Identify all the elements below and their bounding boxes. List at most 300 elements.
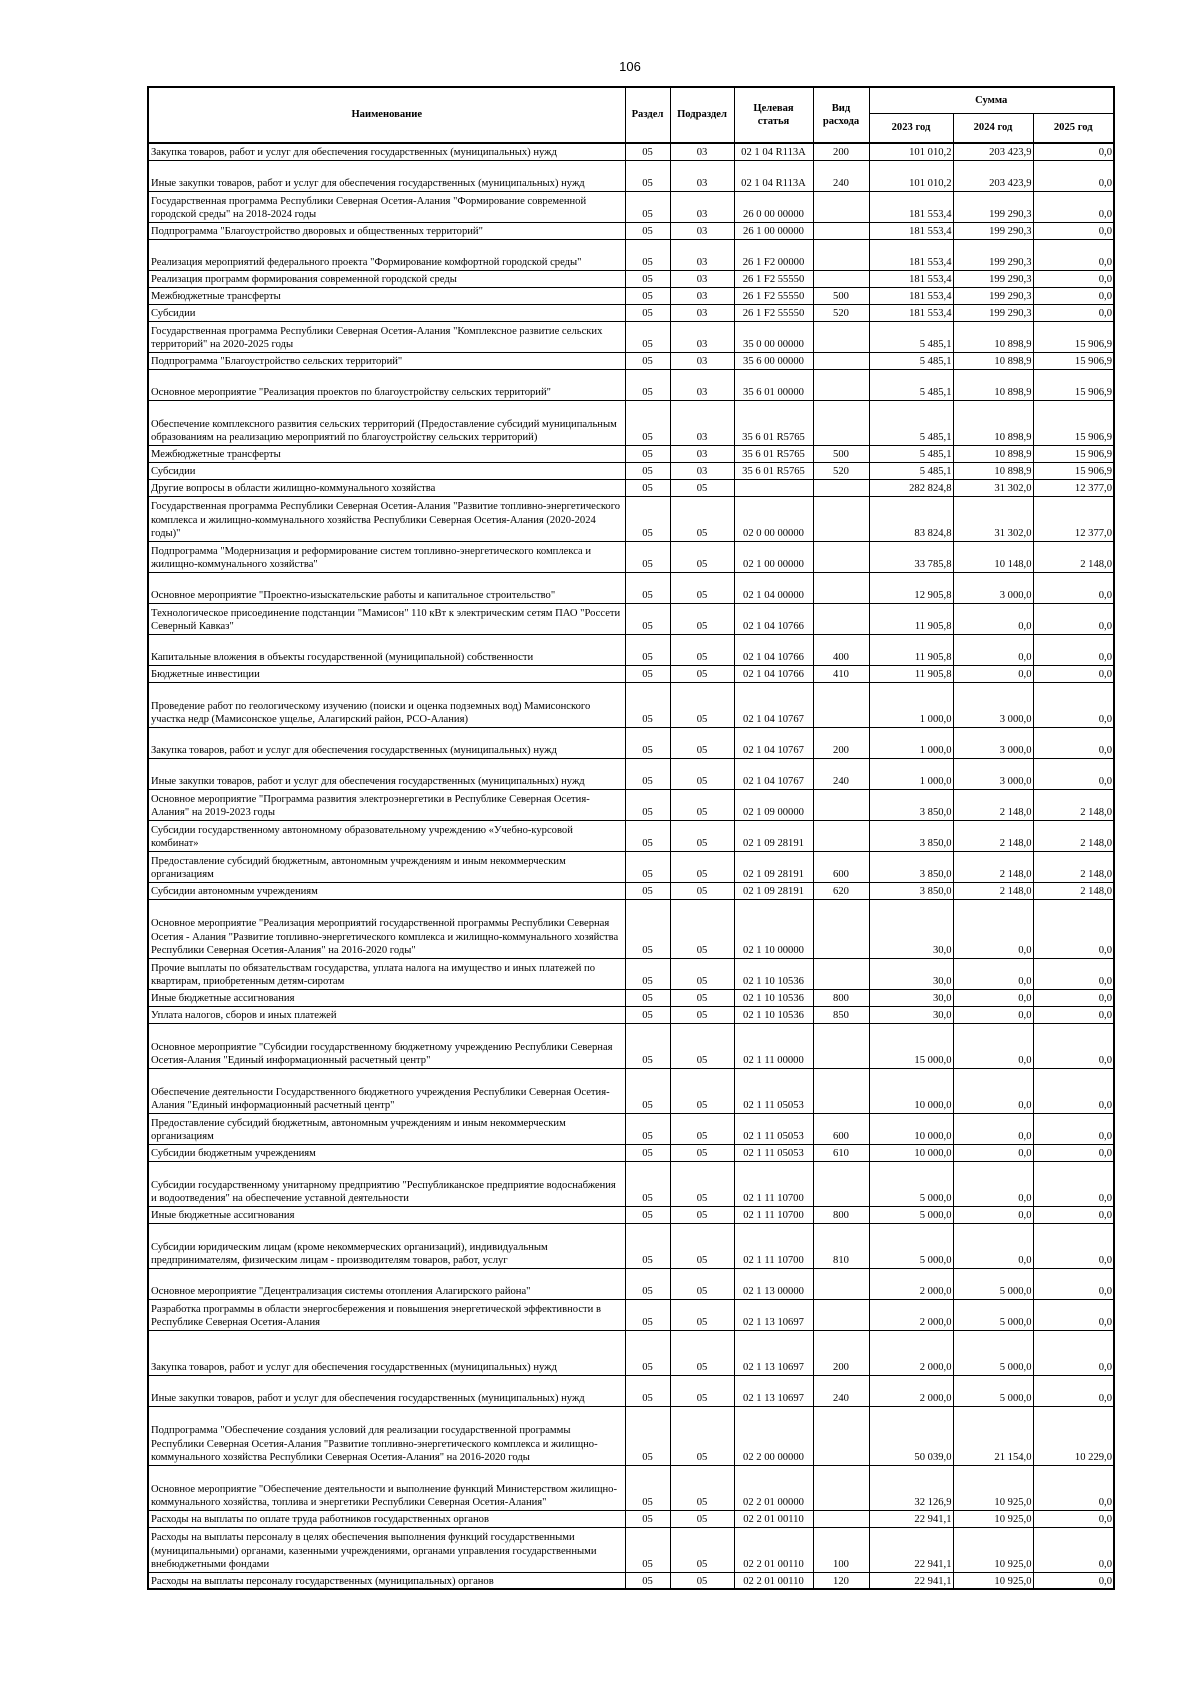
row-sum-2025: 0,0 [1033,239,1114,270]
row-sum-2024: 3 000,0 [953,727,1033,758]
row-sum-2025: 15 906,9 [1033,462,1114,479]
row-podrazdel: 05 [670,1006,734,1023]
row-name: Расходы на выплаты по оплате труда работников государственных органов [148,1510,625,1527]
row-sum-2024: 10 925,0 [953,1510,1033,1527]
row-name: Субсидии государственному автономному образовательному учреждению «Учебно-курсовой комбинат» [148,820,625,851]
row-name: Подпрограмма "Благоустройство дворовых и общественных территорий" [148,222,625,239]
row-expense-type [813,222,869,239]
row-podrazdel: 05 [670,882,734,899]
row-podrazdel: 05 [670,572,734,603]
row-sum-2025: 10 229,0 [1033,1406,1114,1465]
row-expense-type: 810 [813,1223,869,1268]
header-year-2023: 2023 год [869,113,953,143]
table-row [148,1268,1114,1299]
row-sum-2025: 0,0 [1033,665,1114,682]
row-razdel: 05 [625,572,670,603]
row-sum-2025: 0,0 [1033,1268,1114,1299]
row-sum-2025: 0,0 [1033,1375,1114,1406]
row-target-article: 26 1 F2 55550 [734,270,813,287]
row-sum-2023: 5 485,1 [869,445,953,462]
row-sum-2024: 10 898,9 [953,352,1033,369]
row-razdel: 05 [625,1465,670,1510]
row-name: Предоставление субсидий бюджетным, автономным учреждениям и иным некоммерческим организациям [148,1113,625,1144]
header-razdel: Раздел [625,87,670,143]
row-razdel: 05 [625,882,670,899]
row-expense-type [813,239,869,270]
row-target-article: 02 2 01 00000 [734,1465,813,1510]
row-target-article: 02 1 11 00000 [734,1023,813,1068]
row-name: Субсидии [148,462,625,479]
table-row [148,1572,1114,1589]
row-podrazdel: 03 [670,462,734,479]
row-name: Субсидии автономным учреждениям [148,882,625,899]
row-podrazdel: 03 [670,160,734,191]
row-razdel: 05 [625,160,670,191]
row-target-article: 02 1 04 10766 [734,603,813,634]
row-sum-2023: 5 485,1 [869,400,953,445]
row-sum-2025: 0,0 [1033,1023,1114,1068]
row-sum-2025: 2 148,0 [1033,541,1114,572]
row-sum-2024: 0,0 [953,1023,1033,1068]
row-razdel: 05 [625,1144,670,1161]
row-razdel: 05 [625,899,670,958]
table-body [148,143,1114,1589]
row-razdel: 05 [625,304,670,321]
row-sum-2025: 0,0 [1033,958,1114,989]
row-sum-2023: 10 000,0 [869,1113,953,1144]
row-target-article: 35 6 01 R5765 [734,462,813,479]
row-sum-2024: 199 290,3 [953,191,1033,222]
row-sum-2023: 1 000,0 [869,758,953,789]
table-row [148,1330,1114,1375]
row-razdel: 05 [625,851,670,882]
row-target-article: 02 1 11 10700 [734,1161,813,1206]
row-sum-2023: 11 905,8 [869,603,953,634]
row-podrazdel: 05 [670,851,734,882]
row-sum-2023: 2 000,0 [869,1268,953,1299]
row-podrazdel: 03 [670,239,734,270]
row-target-article: 02 1 09 28191 [734,882,813,899]
row-podrazdel: 03 [670,304,734,321]
row-podrazdel: 05 [670,1299,734,1330]
row-target-article: 02 1 09 00000 [734,789,813,820]
row-expense-type: 800 [813,1206,869,1223]
row-name: Иные закупки товаров, работ и услуг для обеспечения государственных (муниципальных) нужд [148,758,625,789]
table-row [148,1375,1114,1406]
row-name: Основное мероприятие "Реализация мероприятий государственной программы Республики Северная Осетия - Алания "Развитие топливно-энергетического комплекса и жилищно-коммунального хозяйства Республики Северная Осетия-Алания" на 2016-2020 годы" [148,899,625,958]
row-razdel: 05 [625,665,670,682]
row-expense-type: 520 [813,304,869,321]
row-expense-type: 120 [813,1572,869,1589]
row-sum-2025: 0,0 [1033,287,1114,304]
row-sum-2025: 0,0 [1033,1299,1114,1330]
row-name: Расходы на выплаты персоналу государственных (муниципальных) органов [148,1572,625,1589]
row-podrazdel: 05 [670,989,734,1006]
row-sum-2023: 5 485,1 [869,369,953,400]
row-sum-2025: 0,0 [1033,191,1114,222]
row-name: Уплата налогов, сборов и иных платежей [148,1006,625,1023]
table-row [148,899,1114,958]
row-sum-2023: 5 485,1 [869,462,953,479]
row-sum-2025: 0,0 [1033,1006,1114,1023]
row-sum-2025: 15 906,9 [1033,352,1114,369]
row-name: Основное мероприятие "Субсидии государственному бюджетному учреждению Республики Северная Осетия-Алания "Единый информационный расчетный центр" [148,1023,625,1068]
row-sum-2023: 5 000,0 [869,1206,953,1223]
row-podrazdel: 05 [670,634,734,665]
row-sum-2025: 0,0 [1033,758,1114,789]
row-razdel: 05 [625,1375,670,1406]
row-sum-2023: 15 000,0 [869,1023,953,1068]
row-sum-2023: 2 000,0 [869,1330,953,1375]
row-sum-2024: 31 302,0 [953,496,1033,541]
table-row [148,758,1114,789]
row-target-article: 02 1 13 00000 [734,1268,813,1299]
row-sum-2024: 5 000,0 [953,1299,1033,1330]
row-sum-2024: 203 423,9 [953,160,1033,191]
row-name: Государственная программа Республики Северная Осетия-Алания "Развитие топливно-энергетического комплекса и жилищно-коммунального хозяйства Республики Северная Осетия-Алания (2020-2024 годы)" [148,496,625,541]
row-sum-2024: 10 925,0 [953,1465,1033,1510]
row-sum-2023: 1 000,0 [869,727,953,758]
row-podrazdel: 05 [670,1510,734,1527]
row-sum-2023: 282 824,8 [869,479,953,496]
row-razdel: 05 [625,727,670,758]
row-podrazdel: 05 [670,1527,734,1572]
row-sum-2023: 5 485,1 [869,352,953,369]
row-razdel: 05 [625,789,670,820]
row-sum-2024: 5 000,0 [953,1268,1033,1299]
row-expense-type: 240 [813,1375,869,1406]
table-row [148,1299,1114,1330]
row-sum-2023: 181 553,4 [869,191,953,222]
row-podrazdel: 05 [670,899,734,958]
row-target-article: 02 2 01 00110 [734,1527,813,1572]
row-expense-type: 600 [813,1113,869,1144]
row-target-article: 02 2 01 00110 [734,1510,813,1527]
row-name: Реализация мероприятий федерального проекта "Формирование комфортной городской среды" [148,239,625,270]
row-sum-2024: 2 148,0 [953,789,1033,820]
row-name: Бюджетные инвестиции [148,665,625,682]
row-name: Прочие выплаты по обязательствам государства, уплата налога на имущество и иных платежей по квартирам, приобретенным детям-сиротам [148,958,625,989]
row-sum-2024: 203 423,9 [953,143,1033,160]
page-number: 106 [619,59,641,74]
row-expense-type: 850 [813,1006,869,1023]
row-razdel: 05 [625,682,670,727]
row-podrazdel: 05 [670,603,734,634]
row-podrazdel: 05 [670,1144,734,1161]
row-podrazdel: 03 [670,352,734,369]
row-sum-2023: 10 000,0 [869,1068,953,1113]
row-sum-2025: 0,0 [1033,1510,1114,1527]
row-sum-2025: 15 906,9 [1033,400,1114,445]
row-sum-2023: 30,0 [869,899,953,958]
row-podrazdel: 05 [670,1572,734,1589]
row-sum-2024: 0,0 [953,1161,1033,1206]
row-podrazdel: 03 [670,400,734,445]
row-target-article: 02 1 11 10700 [734,1206,813,1223]
row-razdel: 05 [625,1113,670,1144]
row-sum-2023: 22 941,1 [869,1510,953,1527]
row-podrazdel: 05 [670,479,734,496]
table-row [148,496,1114,541]
row-razdel: 05 [625,989,670,1006]
row-razdel: 05 [625,1068,670,1113]
row-sum-2023: 2 000,0 [869,1375,953,1406]
row-expense-type [813,789,869,820]
row-sum-2023: 3 850,0 [869,882,953,899]
row-podrazdel: 05 [670,1375,734,1406]
row-target-article: 02 1 11 10700 [734,1223,813,1268]
table-row [148,958,1114,989]
row-podrazdel: 05 [670,789,734,820]
row-sum-2024: 10 925,0 [953,1572,1033,1589]
row-sum-2025: 2 148,0 [1033,851,1114,882]
row-sum-2025: 2 148,0 [1033,789,1114,820]
row-sum-2023: 2 000,0 [869,1299,953,1330]
row-sum-2024: 31 302,0 [953,479,1033,496]
row-sum-2025: 0,0 [1033,989,1114,1006]
row-razdel: 05 [625,1572,670,1589]
row-expense-type [813,899,869,958]
row-razdel: 05 [625,1161,670,1206]
row-expense-type: 200 [813,143,869,160]
row-podrazdel: 05 [670,1465,734,1510]
row-sum-2023: 101 010,2 [869,160,953,191]
row-razdel: 05 [625,222,670,239]
row-razdel: 05 [625,1206,670,1223]
row-sum-2025: 2 148,0 [1033,882,1114,899]
row-name: Другие вопросы в области жилищно-коммунального хозяйства [148,479,625,496]
row-podrazdel: 05 [670,665,734,682]
row-sum-2023: 5 000,0 [869,1223,953,1268]
row-sum-2025: 0,0 [1033,160,1114,191]
row-sum-2023: 5 000,0 [869,1161,953,1206]
row-name: Проведение работ по геологическому изучению (поиски и оценка подземных вод) Мамисонского участка недр (Мамисонское ущелье, Алагирский район, РСО-Алания) [148,682,625,727]
row-razdel: 05 [625,239,670,270]
row-target-article: 26 1 00 00000 [734,222,813,239]
row-sum-2023: 30,0 [869,989,953,1006]
row-podrazdel: 05 [670,541,734,572]
row-expense-type [813,369,869,400]
row-sum-2024: 199 290,3 [953,287,1033,304]
row-sum-2025: 0,0 [1033,1223,1114,1268]
row-name: Закупка товаров, работ и услуг для обеспечения государственных (муниципальных) нужд [148,143,625,160]
row-sum-2023: 3 850,0 [869,851,953,882]
row-sum-2024: 0,0 [953,1223,1033,1268]
table-row [148,160,1114,191]
row-target-article: 02 1 04 10766 [734,634,813,665]
row-sum-2025: 0,0 [1033,1465,1114,1510]
row-sum-2024: 2 148,0 [953,851,1033,882]
row-name: Иные бюджетные ассигнования [148,989,625,1006]
table-row [148,1527,1114,1572]
row-podrazdel: 03 [670,321,734,352]
row-name: Капитальные вложения в объекты государственной (муниципальной) собственности [148,634,625,665]
row-sum-2023: 181 553,4 [869,222,953,239]
row-sum-2023: 30,0 [869,1006,953,1023]
row-sum-2023: 12 905,8 [869,572,953,603]
row-target-article: 02 1 13 10697 [734,1330,813,1375]
row-sum-2025: 0,0 [1033,1527,1114,1572]
row-name: Иные закупки товаров, работ и услуг для обеспечения государственных (муниципальных) нужд [148,1375,625,1406]
row-target-article: 02 1 04 10766 [734,665,813,682]
header-year-2025: 2025 год [1033,113,1114,143]
row-sum-2025: 0,0 [1033,572,1114,603]
table-row [148,682,1114,727]
row-sum-2025: 0,0 [1033,270,1114,287]
row-razdel: 05 [625,1023,670,1068]
row-expense-type [813,1510,869,1527]
row-razdel: 05 [625,445,670,462]
row-sum-2024: 199 290,3 [953,304,1033,321]
row-name: Межбюджетные трансферты [148,287,625,304]
table-row [148,1161,1114,1206]
row-expense-type [813,479,869,496]
row-expense-type [813,400,869,445]
row-name: Закупка товаров, работ и услуг для обеспечения государственных (муниципальных) нужд [148,1330,625,1375]
row-sum-2024: 5 000,0 [953,1375,1033,1406]
table-row [148,851,1114,882]
row-podrazdel: 05 [670,1023,734,1068]
row-razdel: 05 [625,321,670,352]
row-sum-2025: 0,0 [1033,143,1114,160]
row-sum-2025: 0,0 [1033,1206,1114,1223]
row-target-article: 02 1 09 28191 [734,820,813,851]
row-sum-2024: 0,0 [953,1144,1033,1161]
row-podrazdel: 03 [670,445,734,462]
row-sum-2025: 0,0 [1033,1572,1114,1589]
row-expense-type: 610 [813,1144,869,1161]
row-razdel: 05 [625,820,670,851]
row-sum-2023: 101 010,2 [869,143,953,160]
row-name: Предоставление субсидий бюджетным, автономным учреждениям и иным некоммерческим организациям [148,851,625,882]
row-name: Подпрограмма "Модернизация и реформирование систем топливно-энергетического комплекса и жилищно-коммунального хозяйства" [148,541,625,572]
row-sum-2024: 10 898,9 [953,462,1033,479]
row-sum-2024: 0,0 [953,1113,1033,1144]
row-target-article: 02 1 11 05053 [734,1113,813,1144]
table-row [148,222,1114,239]
row-target-article: 02 1 04 00000 [734,572,813,603]
row-target-article: 02 1 04 R113A [734,143,813,160]
row-name: Основное мероприятие "Децентрализация системы отопления Алагирского района" [148,1268,625,1299]
row-razdel: 05 [625,1299,670,1330]
row-target-article: 02 1 04 10767 [734,682,813,727]
row-sum-2025: 0,0 [1033,1113,1114,1144]
row-target-article: 35 0 00 00000 [734,321,813,352]
row-name: Закупка товаров, работ и услуг для обеспечения государственных (муниципальных) нужд [148,727,625,758]
row-sum-2024: 0,0 [953,1068,1033,1113]
row-name: Субсидии государственному унитарному предприятию "Республиканское предприятие водоснабжения и водоотведения" на обеспечение уставной деятельности [148,1161,625,1206]
row-razdel: 05 [625,958,670,989]
row-target-article: 02 1 10 00000 [734,899,813,958]
row-expense-type [813,496,869,541]
header-target-article: Целевая статья [734,87,813,143]
row-sum-2024: 0,0 [953,1006,1033,1023]
row-podrazdel: 03 [670,287,734,304]
header-expense-type: Вид расхода [813,87,869,143]
row-name: Разработка программы в области энергосбережения и повышения энергетической эффективности в Республике Северная Осетия-Алания [148,1299,625,1330]
row-name: Государственная программа Республики Северная Осетия-Алания "Формирование современной городской среды" на 2018-2024 годы [148,191,625,222]
row-razdel: 05 [625,287,670,304]
row-podrazdel: 05 [670,1223,734,1268]
row-target-article: 35 6 01 00000 [734,369,813,400]
table-row [148,1465,1114,1510]
row-expense-type: 520 [813,462,869,479]
row-sum-2023: 181 553,4 [869,304,953,321]
table-row [148,634,1114,665]
table-row [148,352,1114,369]
row-target-article: 26 1 F2 55550 [734,304,813,321]
row-target-article: 02 1 10 10536 [734,989,813,1006]
table-row [148,820,1114,851]
row-target-article: 02 1 11 05053 [734,1144,813,1161]
row-sum-2023: 181 553,4 [869,287,953,304]
row-expense-type [813,603,869,634]
row-name: Основное мероприятие "Программа развития электроэнергетики в Республике Северная Осетия-Алания" на 2019-2023 годы [148,789,625,820]
row-sum-2023: 10 000,0 [869,1144,953,1161]
row-sum-2024: 0,0 [953,603,1033,634]
table-row [148,143,1114,160]
row-name: Иные закупки товаров, работ и услуг для обеспечения государственных (муниципальных) нужд [148,160,625,191]
row-razdel: 05 [625,1527,670,1572]
row-podrazdel: 05 [670,496,734,541]
row-target-article: 02 1 13 10697 [734,1299,813,1330]
row-expense-type [813,1023,869,1068]
row-sum-2025: 0,0 [1033,1161,1114,1206]
table-row [148,191,1114,222]
row-target-article [734,479,813,496]
table-row [148,1144,1114,1161]
row-name: Реализация программ формирования современной городской среды [148,270,625,287]
row-target-article: 02 1 04 10767 [734,758,813,789]
row-name: Основное мероприятие "Реализация проектов по благоустройству сельских территорий" [148,369,625,400]
table-row [148,1223,1114,1268]
row-expense-type [813,572,869,603]
row-target-article: 26 1 F2 00000 [734,239,813,270]
budget-table [147,86,1115,1590]
row-name: Субсидии юридическим лицам (кроме некоммерческих организаций), индивидуальным предпринимателям, физическим лицам - производителям товаров, работ, услуг [148,1223,625,1268]
row-sum-2023: 3 850,0 [869,789,953,820]
table-row [148,789,1114,820]
row-sum-2023: 50 039,0 [869,1406,953,1465]
row-expense-type [813,682,869,727]
row-razdel: 05 [625,1268,670,1299]
row-sum-2024: 199 290,3 [953,222,1033,239]
row-podrazdel: 05 [670,727,734,758]
row-sum-2023: 181 553,4 [869,239,953,270]
row-podrazdel: 03 [670,369,734,400]
row-expense-type [813,191,869,222]
row-expense-type: 600 [813,851,869,882]
row-sum-2023: 33 785,8 [869,541,953,572]
table-row [148,989,1114,1006]
table-row [148,1206,1114,1223]
row-sum-2024: 0,0 [953,989,1033,1006]
table-row [148,1510,1114,1527]
row-expense-type [813,1068,869,1113]
row-target-article: 02 1 00 00000 [734,541,813,572]
row-sum-2025: 0,0 [1033,1144,1114,1161]
row-sum-2023: 22 941,1 [869,1527,953,1572]
row-podrazdel: 03 [670,222,734,239]
table-row [148,727,1114,758]
row-target-article: 02 2 01 00110 [734,1572,813,1589]
row-expense-type [813,958,869,989]
row-sum-2025: 12 377,0 [1033,496,1114,541]
row-podrazdel: 05 [670,1330,734,1375]
row-sum-2025: 0,0 [1033,222,1114,239]
row-razdel: 05 [625,369,670,400]
row-name: Основное мероприятие "Обеспечение деятельности и выполнение функций Министерством жилищно-коммунального хозяйства, топлива и энергетики Республики Северная Осетия-Алания" [148,1465,625,1510]
